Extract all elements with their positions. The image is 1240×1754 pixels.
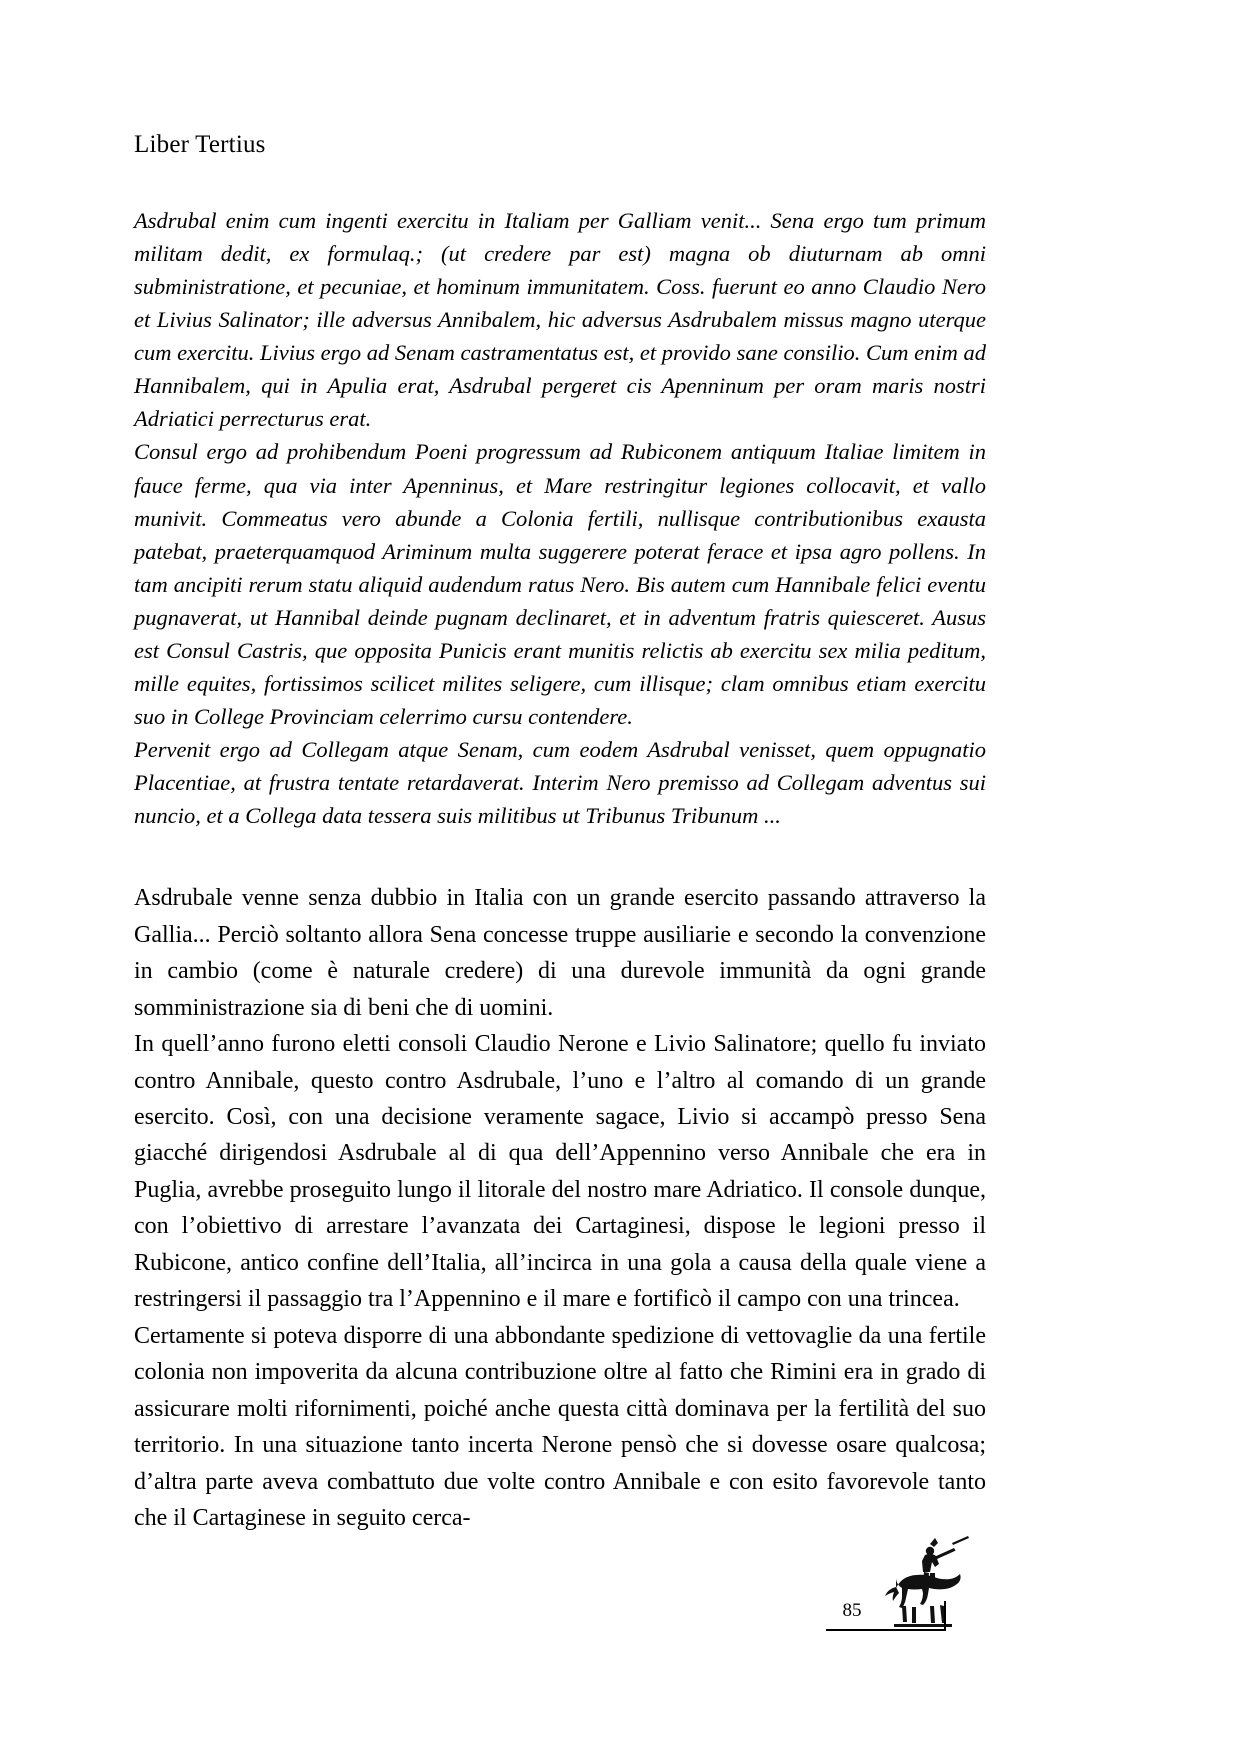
italian-paragraph-1: Asdrubale venne senza dubbio in Italia con un grande esercito passando attraverso la Gallia... Perciò soltanto allora Sena concesse truppe ausiliarie e secondo la convenzione in cambio (come è naturale credere) di una durevole immunità da ogni grande somministrazione sia di beni che di uomini. — [134, 885, 986, 1021]
italian-translation-block — [134, 880, 986, 1536]
folio-divider-horizontal — [826, 1629, 946, 1631]
folio-divider-vertical — [944, 1601, 946, 1630]
page-number: 85 — [842, 1600, 862, 1621]
horseman-emblem — [868, 1530, 988, 1650]
latin-paragraph-2: Consul ergo ad prohibendum Poeni progressum ad Rubiconem antiquum Italiae limitem in fauce ferme, qua via inter Apenninus, et Mare restringitur legiones collocavit, et vallo munivit. Commeatus vero abunde a Colonia fertili, nullisque contributionibus exausta patebat, praeterquamquod Ariminum multa suggerere poterat ferace et ipsa agro pollens. In tam ancipiti rerum statu aliquid audendum ratus Nero. Bis autem cum Hannibale felici eventu pugnaverat, ut Hannibal deinde pugnam declinaret, et in adventum fratris quiesceret. Ausus est Consul Castris, que opposita Punicis erant munitis relictis ab exercitu sex milia peditum, mille equites, fortissimos scilicet milites seligere, cum illisque; clam omnibus etiam exercitu suo in College Provinciam celerrimo cursu contendere. — [134, 439, 986, 729]
latin-source-block — [134, 204, 986, 832]
italian-paragraph-3: Certamente si poteva disporre di una abbondante spedizione di vettovaglie da una fertile colonia non impoverita da alcuna contribuzione oltre al fatto che Rimini era in grado di assicurare molti rifornimenti, poiché anche questa città dominava per la fertilità del suo territorio. In una situazione tanto incerta Nerone pensò che si dovesse osare qualcosa; d’altra parte aveva combattuto due volte contro Annibale e con esito favorevole tanto che il Cartaginese in seguito cerca- — [134, 1322, 986, 1532]
italian-paragraph-2: In quell’anno furono eletti consoli Claudio Nerone e Livio Salinatore; quello fu inviato contro Annibale, questo contro Asdrubale, l’uno e l’altro al comando di un grande esercito. Così, con una decisione veramente sagace, Livio si accampò presso Sena giacché dirigendosi Asdrubale al di qua dell’Appennino verso Annibale che era in Puglia, avrebbe proseguito lungo il litorale del nostro mare Adriatico. Il console dunque, con l’obiettivo di arrestare l’avanzata dei Cartaginesi, dispose le legioni presso il Rubicone, antico confine dell’Italia, all’incirca in una gola a causa della quale viene a restringersi il passaggio tra l’Appennino e il mare e fortificò il campo con una trincea. — [134, 1031, 986, 1313]
page-content — [134, 130, 986, 1537]
page-title: Liber Tertius — [134, 131, 266, 158]
latin-paragraph-3: Pervenit ergo ad Collegam atque Senam, cum eodem Asdrubal venisset, quem oppugnatio Placentiae, at frustra tentate retardaverat. Interim Nero premisso ad Collegam adventus sui nuncio, et a Collega data tessera suis militibus ut Tribunus Tribunum ... — [134, 737, 986, 829]
latin-paragraph-1: Asdrubal enim cum ingenti exercitu in Italiam per Galliam venit... Sena ergo tum primum militam dedit, ex formulaq.; (ut credere par est) magna ob diuturnam ab omni subministratione, et pecuniae, et hominum immunitatem. Coss. fuerunt eo anno Claudio Nero et Livius Salinator; ille adversus Annibalem, hic adversus Asdrubalem missus magno uterque cum exercitu. Livius ergo ad Senam castramentatus est, et provido sane consilio. Cum enim ad Hannibalem, qui in Apulia erat, Asdrubal pergeret cis Apenninum per oram maris nostri Adriatici perrecturus erat. — [134, 208, 986, 432]
